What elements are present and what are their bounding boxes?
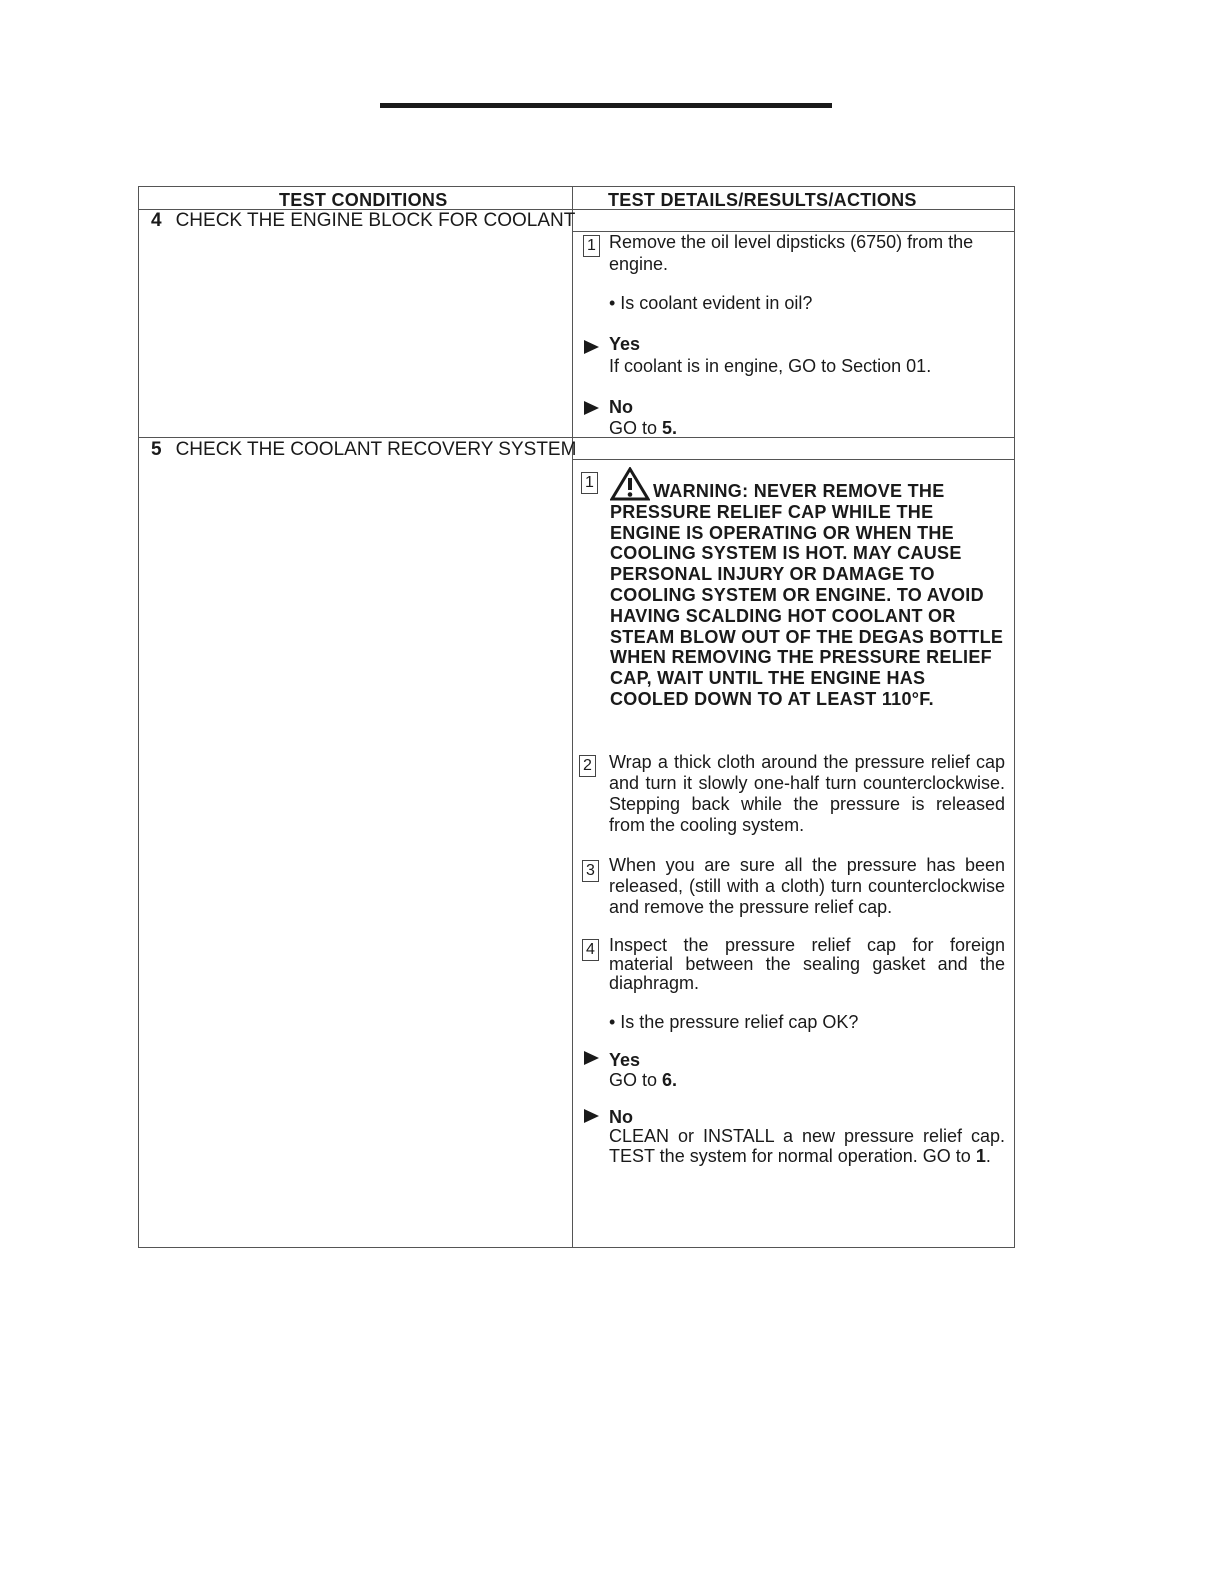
sec5-warning <box>610 467 1006 710</box>
sec5-title <box>151 439 576 461</box>
sec4-question: • Is coolant evident in oil? <box>609 293 813 313</box>
top-rule <box>380 103 832 108</box>
sec4-no-arrow-icon <box>584 401 599 415</box>
sec4-title-text: CHECK THE ENGINE BLOCK FOR COOLANT <box>175 210 576 231</box>
sec5-yes-arrow-icon <box>584 1051 599 1065</box>
sec5-no-ref: 1 <box>975 1145 986 1166</box>
warning-triangle-icon <box>610 467 650 501</box>
sec4-title <box>151 210 575 232</box>
sec5-yes-text <box>609 1070 1005 1091</box>
sec5-step4-box: 4 <box>582 939 599 961</box>
header-test-conditions: TEST CONDITIONS <box>279 190 448 210</box>
sec4-yes-arrow-icon <box>584 340 599 354</box>
sec5-title-rule <box>572 459 1014 460</box>
sec5-step2-text: Wrap a thick cloth around the pressure relief cap and turn it slowly one-half turn counterclockwise. Stepping back while the pressure is released from the cooling system. <box>609 752 1005 835</box>
column-divider <box>572 187 573 1247</box>
sec5-yes-ref: 6. <box>662 1070 678 1090</box>
sec4-no-text-body: GO to <box>609 418 663 438</box>
sec4-yes-text: If coolant is in engine, GO to Section 01. <box>609 356 932 376</box>
sec5-warning-text: WARNING: NEVER REMOVE THE PRESSURE RELIEF CAP WHILE THE ENGINE IS OPERATING OR WHEN THE COOLING SYSTEM IS HOT. MAY CAUSE PERSONAL INJURY OR DAMAGE TO COOLING SYSTEM OR ENGINE. TO AVOID HAVING SCALDING HOT COOLANT OR STEAM BLOW OUT OF THE DEGAS BOTTLE WHEN REMOVING THE PRESSURE RELIEF CAP, WAIT UNTIL THE ENGINE HAS COOLED DOWN TO AT LEAST 110°F. <box>610 481 1004 709</box>
sec4-no-label: No <box>609 397 633 417</box>
sec5-question: • Is the pressure relief cap OK? <box>609 1012 859 1032</box>
sec5-title-text: CHECK THE COOLANT RECOVERY SYSTEM <box>175 439 577 460</box>
sec4-no-ref: 5. <box>662 418 678 438</box>
header-test-details: TEST DETAILS/RESULTS/ACTIONS <box>608 190 917 210</box>
sec5-number: 5 <box>151 439 162 460</box>
sec4-yes-label: Yes <box>609 334 641 354</box>
sec5-no-arrow-icon <box>584 1109 599 1123</box>
sec5-step3-box: 3 <box>582 860 599 882</box>
sec4-step1-text: Remove the oil level dipsticks (6750) from the engine. <box>609 232 974 274</box>
sec5-step4-text: Inspect the pressure relief cap for foreign material between the sealing gasket and the diaphragm. <box>609 935 1005 993</box>
sec5-no-text <box>609 1127 1005 1166</box>
sec4-step1-box: 1 <box>583 235 600 257</box>
diagnostic-table <box>138 186 1015 1248</box>
sec5-yes-text-body: GO to <box>609 1070 663 1090</box>
sec4-number: 4 <box>151 210 162 231</box>
sec5-step1-box: 1 <box>581 472 598 494</box>
sec4-no-text <box>609 418 1005 439</box>
sec5-yes-label: Yes <box>609 1050 641 1070</box>
sec5-no-text-body: CLEAN or INSTALL a new pressure relief cap. TEST the system for normal operation. GO to <box>609 1126 1005 1166</box>
sec5-step3-text: When you are sure all the pressure has been released, (still with a cloth) turn counterclockwise and remove the pressure relief cap. <box>609 855 1005 917</box>
sec5-no-label: No <box>609 1107 633 1127</box>
sec5-no-end: . <box>985 1145 991 1166</box>
sec5-step2-box: 2 <box>579 755 596 777</box>
